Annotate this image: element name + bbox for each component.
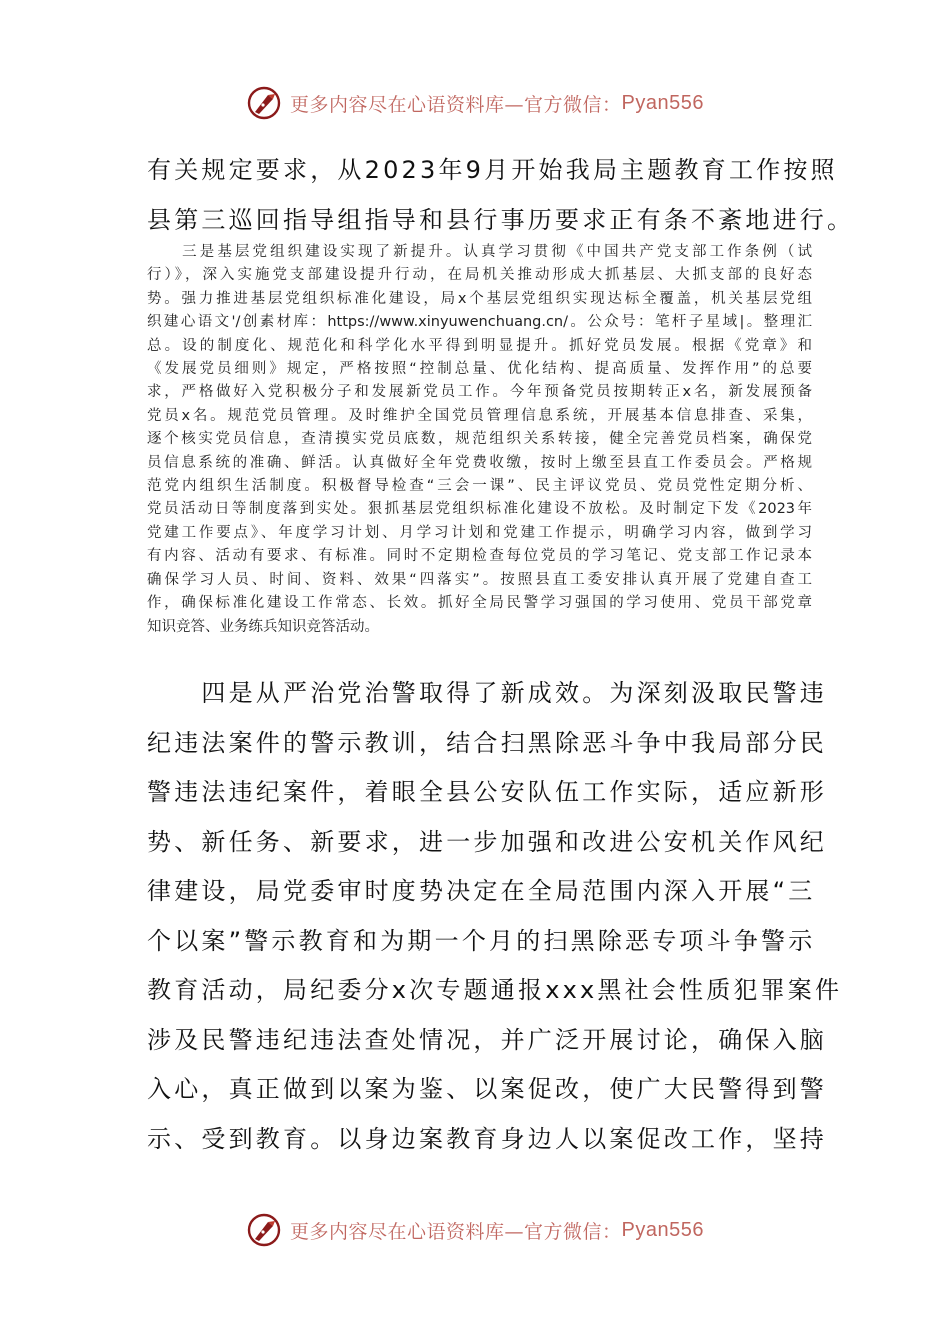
- section-3-paragraph: [147, 241, 812, 639]
- text-line: 织建心语文'/创素材库：https://www.xinyuwenchuang.cn/。公众号：笔杆子星域|。整理汇: [147, 314, 812, 331]
- watermark-text: 更多内容尽在心语资料库—官方微信：: [290, 93, 622, 116]
- text-line: 有关规定要求，从2023年9月开始我局主题教育工作按照: [147, 156, 838, 184]
- text-line: 党员活动日等制度落到实处。狠抓基层党组织标准化建设不放松。及时制定下发《2023年: [147, 501, 812, 518]
- watermark-footer: [0, 1210, 950, 1250]
- text-line: 有内容、活动有要求、有标准。同时不定期检查每位党员的学习笔记、党支部工作记录本: [147, 548, 812, 565]
- text-line: 三是基层党组织建设实现了新提升。认真学习贯彻《中国共产党支部工作条例（试: [147, 244, 812, 260]
- text-line: 范党内组织生活制度。积极督导检查“三会一课”、民主评议党员、党员党性定期分析、: [147, 478, 812, 495]
- watermark-wechat-id: Pyan556: [621, 1218, 704, 1241]
- text-line: 求，严格做好入党积极分子和发展新党员工作。今年预备党员按期转正x名，新发展预备: [147, 384, 812, 401]
- intro-paragraph: [147, 146, 855, 245]
- text-line: 党员x名。规范党员管理。及时维护全国党员管理信息系统，开展基本信息排查、采集，: [147, 407, 812, 424]
- text-line: 行）》，深入实施党支部建设提升行动，在局机关推动形成大抓基层、大抓支部的良好态: [147, 267, 812, 284]
- text-line: 涉及民警违纪违法查处情况，并广泛开展讨论，确保入脑: [147, 1025, 827, 1054]
- text-line: 警违法违纪案件，着眼全县公安队伍工作实际，适应新形: [147, 778, 827, 806]
- text-line: 作，确保标准化建设工作常态、长效。抓好全局民警学习强国的学习使用、党员干部党章: [147, 595, 812, 612]
- text-line: 入心，真正做到以案为鉴、以案促改，使广大民警得到警: [147, 1075, 827, 1103]
- text-line: 教育活动，局纪委分x次专题通报xxx黑社会性质犯罪案件: [147, 976, 843, 1004]
- text-line: 知识竞答、业务练兵知识竞答活动。: [147, 618, 379, 635]
- text-line: 四是从严治党治警取得了新成效。为深刻汲取民警违: [147, 679, 827, 707]
- section-4-paragraph: [147, 669, 843, 1164]
- text-line: 《发展党员细则》规定，严格按照“控制总量、优化结构、提高质量、发挥作用”的总要: [147, 361, 812, 378]
- text-line: 个以案”警示教育和为期一个月的扫黑除恶专项斗争警示: [147, 926, 816, 955]
- text-line: 员信息系统的准确、鲜活。认真做好全年党费收缴，按时上缴至县直工作委员会。严格规: [147, 454, 812, 471]
- watermark-text: 更多内容尽在心语资料库—官方微信：: [290, 1220, 622, 1243]
- text-line: 县第三巡回指导组指导和县行事历要求正有条不紊地进行。: [147, 205, 855, 234]
- text-line: 逐个核实党员信息，查清摸实党员底数，规范组织关系转接，健全完善党员档案，确保党: [147, 431, 812, 448]
- watermark-header: [0, 83, 950, 123]
- text-line: 势。强力推进基层党组织标准化建设，局x个基层党组织实现达标全覆盖，机关基层党组: [147, 290, 812, 307]
- text-line: 党建工作要点》、年度学习计划、月学习计划和党建工作提示，明确学习内容，做到学习: [147, 524, 812, 541]
- pen-nib-logo-icon: [246, 85, 282, 121]
- text-line: 总。设的制度化、规范化和科学化水平得到明显提升。抓好党员发展。根据《党章》和: [147, 337, 812, 354]
- pen-nib-logo-icon: [246, 1212, 282, 1248]
- text-line: 势、新任务、新要求，进一步加强和改进公安机关作风纪: [147, 827, 827, 856]
- text-line: 示、受到教育。以身边案教育身边人以案促改工作，坚持: [147, 1124, 827, 1153]
- text-line: 律建设，局党委审时度势决定在全局范围内深入开展“三: [147, 877, 816, 905]
- text-line: 确保学习人员、时间、资料、效果“四落实”。按照县直工委安排认真开展了党建自查工: [147, 571, 812, 588]
- text-line: 纪违法案件的警示教训，结合扫黑除恶斗争中我局部分民: [147, 728, 827, 757]
- watermark-wechat-id: Pyan556: [621, 91, 704, 114]
